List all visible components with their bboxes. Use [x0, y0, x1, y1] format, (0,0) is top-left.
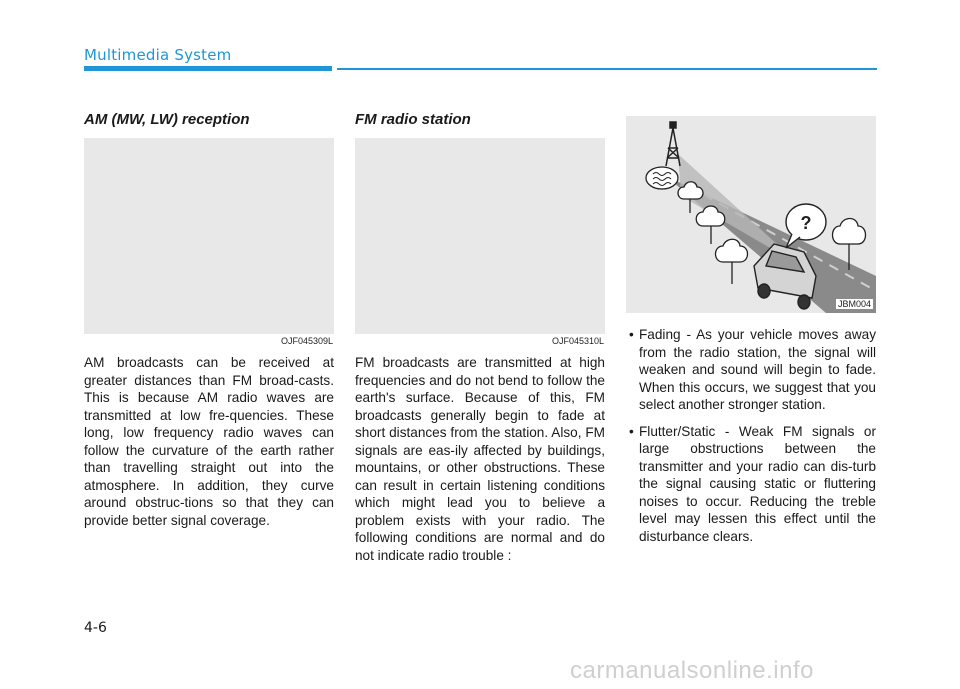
figure-fm-placeholder — [355, 138, 605, 346]
illustration-svg — [626, 116, 876, 313]
bullet-dot: • — [629, 423, 634, 439]
page-number: 4-6 — [84, 620, 107, 636]
section-heading-am: AM (MW, LW) reception — [84, 111, 250, 128]
question-bubble — [786, 204, 826, 248]
radio-tower-icon — [666, 122, 680, 166]
figure-code-fm: OJF045310L — [551, 336, 604, 346]
paragraph-fm: FM broadcasts are transmitted at high frequencies and do not bend to follow the earth's surface. Because of this, FM broadcasts generally begin to fade at short distances from the station. Also, FM signals are eas-ily affected by buildings, mountains, or other obstructions. These can result in certain listening conditions which might lead you to believe a problem exists with your radio. The following conditions are normal and do not indicate radio trouble : — [355, 355, 605, 563]
column-conditions — [626, 116, 876, 554]
bullet-item-flutter — [626, 423, 876, 546]
question-mark: ? — [800, 213, 812, 233]
bullet-text-fading: Fading - As your vehicle moves away from the radio station, the signal will weaken and sound will begin to fade. When this occurs, we suggest that you select another stronger station. — [639, 327, 876, 412]
column-fm-station — [355, 110, 605, 564]
header-rule-thin — [337, 68, 877, 70]
header-title: Multimedia System — [84, 46, 232, 64]
figure-code-am: OJF045309L — [280, 336, 333, 346]
bullet-item-fading — [626, 326, 876, 414]
figure-fading-illustration — [626, 116, 876, 313]
paragraph-am: AM broadcasts can be received at greater distances than FM broad-casts. This is because AM radio waves are transmitted at low fre-quencies. These long, low frequency radio waves can follow the curvature of the earth rather than travelling straight out into the atmosphere. In addition, they curve around obstruc-tions so that they can provide better signal coverage. — [84, 355, 334, 528]
signal-wave-icon — [646, 167, 678, 189]
section-heading-fm: FM radio station — [355, 111, 471, 128]
bullet-text-flutter: Flutter/Static - Weak FM signals or large obstructions between the transmitter and your radio can dis-turb the signal causing static or fluttering noises to occur. Reducing the treble level may lessen this effect until the disturbance clears. — [639, 423, 876, 544]
header-rule-thick — [84, 66, 332, 71]
watermark: carmanualsonline.info — [570, 657, 814, 684]
conditions-list — [626, 326, 876, 545]
figure-am-placeholder — [84, 138, 334, 346]
column-am-reception — [84, 110, 334, 529]
bullet-dot: • — [629, 327, 634, 342]
figure-code-jbm: JBM004 — [837, 299, 871, 309]
